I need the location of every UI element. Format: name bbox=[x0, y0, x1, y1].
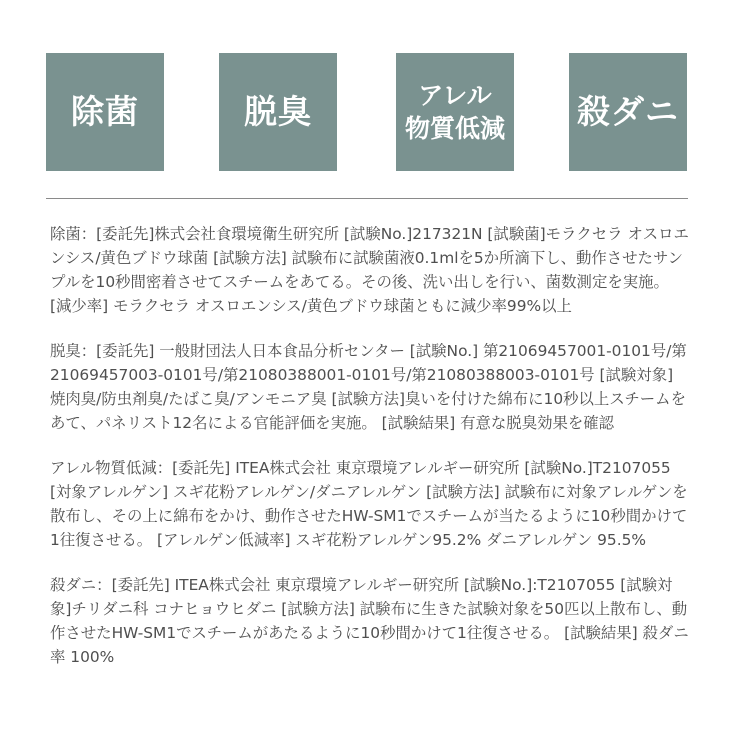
badge-label: 脱臭 bbox=[244, 92, 312, 131]
test-details bbox=[50, 222, 690, 690]
badge-deodorization bbox=[219, 53, 337, 171]
badge-mite-killing bbox=[569, 53, 687, 171]
badge-label: アレル 物質低減 bbox=[404, 81, 505, 143]
paragraph-mite: 殺ダニ：[委託先] ITEA株式会社 東京環境アレルギー研究所 [試験No.]:T2107055 [試験対象]チリダニ科 コナヒョウヒダニ [試験方法] 試験布に生きた試験対象を50匹以上散布し、動作させたHW-SM1でスチームがあたるように10秒間かけて1往復させる。 [試験結果] 殺ダニ率 100% bbox=[50, 576, 689, 666]
badge-label: 殺ダニ bbox=[577, 92, 679, 131]
badge-allergen-reduction bbox=[396, 53, 514, 171]
badge-label: 除菌 bbox=[71, 92, 139, 131]
divider bbox=[46, 198, 688, 199]
paragraph-sterilization: 除菌：[委託先]株式会社食環境衛生研究所 [試験No.]217321N [試験菌]モラクセラ オスロエンシス/黄色ブドウ球菌 [試験方法] 試験布に試験菌液0.1mlを5か所滴下し、動作させたサンプルを10秒間密着させてスチームをあてる。その後、洗い出しを行い、菌数測定を実施。 [減少率] モラクセラ オスロエンシス/黄色ブドウ球菌ともに減少率99%以上 bbox=[50, 225, 689, 315]
paragraph-deodorization: 脱臭：[委託先] 一般財団法人日本食品分析センター [試験No.] 第21069457001-0101号/第21069457003-0101号/第21080388001-0101号/第21080388003-0101号 [試験対象] 焼肉臭/防虫剤臭/たばこ臭/アンモニア臭 [試験方法]臭いを付けた綿布に10秒以上スチームをあて、パネリスト12名による官能評価を実施。 [試験結果] 有意な脱臭効果を確認 bbox=[50, 342, 687, 432]
paragraph-allergen: アレル物質低減：[委託先] ITEA株式会社 東京環境アレルギー研究所 [試験No.]T2107055 [対象アレルゲン] スギ花粉アレルゲン/ダニアレルゲン [試験方法] 試験布に対象アレルゲンを散布し、その上に綿布をかけ、動作させたHW-SM1でスチームが当たるように10秒間かけて1往復させる。 [アレルゲン低減率] スギ花粉アレルゲン95.2% ダニアレルゲン 95.5% bbox=[50, 459, 688, 549]
feature-badges bbox=[46, 53, 688, 171]
badge-sterilization bbox=[46, 53, 164, 171]
